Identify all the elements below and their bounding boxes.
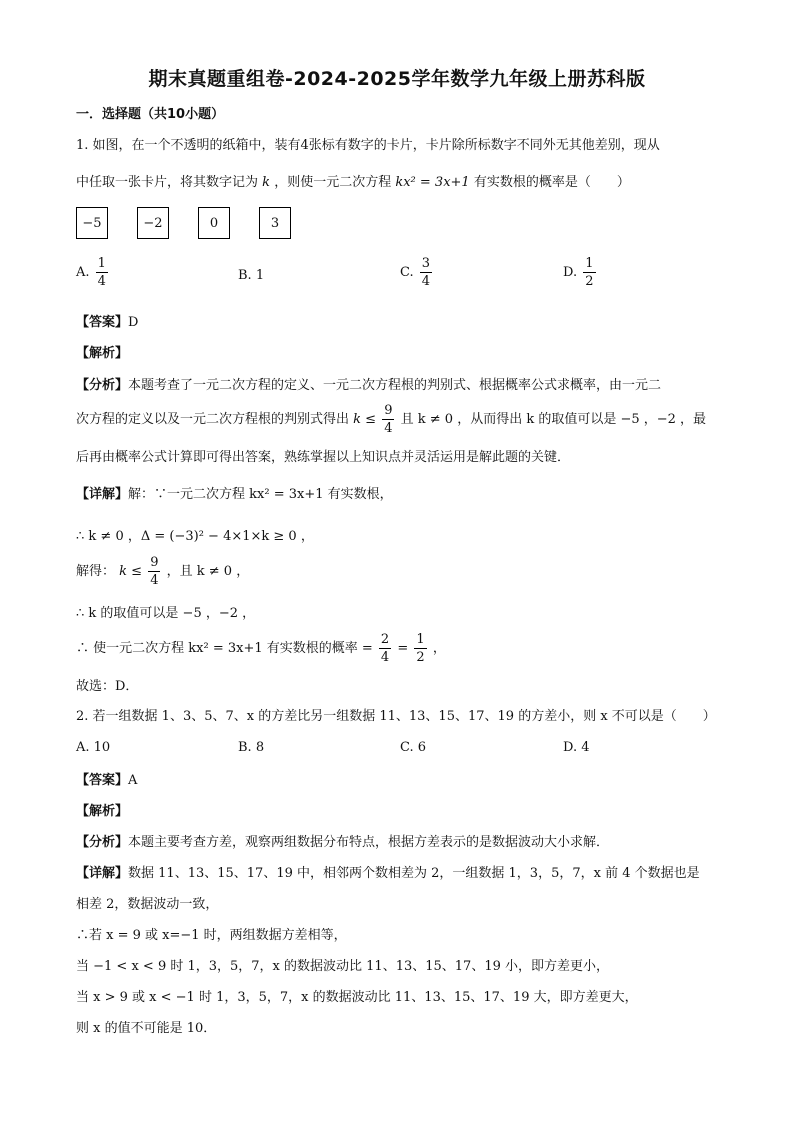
- q2-option-d: D. 4: [563, 740, 590, 755]
- q2-fenxi: [76, 834, 609, 852]
- fenxi-text: 本题主要考查方差，观察两组数据分布特点，根据方差表示的是数据波动大小求解．: [128, 835, 610, 850]
- xiangjie-text: 解：∵一元二次方程 kx² = 3x+1 有实数根，: [128, 487, 393, 502]
- xiangjie-text: ∴ 使一元二次方程 kx² = 3x+1 有实数根的概率 =: [76, 641, 373, 656]
- q1-option-d-label: D.: [563, 265, 578, 280]
- q1-xiangjie-line3: [76, 556, 249, 587]
- fraction-denominator: 2: [416, 650, 425, 665]
- answer-value: D: [128, 315, 139, 330]
- fenxi-text: 次方程的定义以及一元二次方程根的判别式得出: [76, 412, 350, 427]
- xiangjie-tag: 【详解】: [76, 866, 129, 881]
- q1-stem-line1: 1. 如图，在一个不透明的纸箱中，装有4张标有数字的卡片，卡片除所标数字不同外无其他差别，现从: [76, 138, 660, 153]
- card-4: 3: [259, 207, 291, 239]
- answer-tag: 【答案】: [76, 773, 129, 788]
- q2-stem: 2. 若一组数据 1、3、5、7、x 的方差比另一组数据 11、13、15、17、19 的方差小，则 x 不可以是（ ）: [76, 709, 716, 724]
- q1-fenxi-line1: [76, 377, 661, 395]
- q2-analysis-heading: 【解析】: [76, 804, 129, 819]
- q1-stem-line2: [76, 174, 630, 192]
- math-expression: k ≤: [119, 564, 143, 579]
- fraction: [148, 556, 160, 587]
- q1-stem-text-b: ，则使一元二次方程: [274, 175, 392, 190]
- q1-xiangjie-line4: ∴ k 的取值可以是 −5 ，−2 ，: [76, 606, 256, 621]
- xiangjie-text: 数据 11、13、15、17、19 中，相邻两个数相差为 2，一组数据 1，3，5，7，x 前 4 个数据也是: [128, 866, 700, 881]
- q1-xiangjie-line2: ∴ k ≠ 0 ，Δ = (−3)² − 4×1×k ≥ 0 ，: [76, 529, 314, 544]
- q1-option-a: [76, 257, 110, 288]
- q2-xiangjie-line3: ∴若 x = 9 或 x=−1 时，两组数据方差相等，: [76, 928, 347, 943]
- fraction-numerator: 2: [380, 632, 390, 647]
- xiangjie-text: 解得：: [76, 564, 116, 579]
- fraction-numerator: 1: [416, 632, 425, 647]
- q1-xiangjie-line1: [76, 486, 393, 504]
- xiangjie-tag: 【详解】: [76, 487, 129, 502]
- card-1: −5: [76, 207, 108, 239]
- q1-xiangjie-line5: [76, 633, 446, 664]
- card-3: 0: [198, 207, 230, 239]
- q2-xiangjie-line5: 当 x > 9 或 x < −1 时 1，3，5，7，x 的数据波动比 11、13、15、17、19 大，即方差更大，: [76, 990, 638, 1005]
- fraction-numerator: 9: [384, 403, 393, 418]
- q1-option-c-fraction: [420, 257, 432, 288]
- answer-value: A: [128, 773, 138, 788]
- q1-option-a-label: A.: [76, 265, 90, 280]
- q1-answer: [76, 314, 138, 332]
- q2-answer: [76, 772, 137, 790]
- fraction: [379, 633, 391, 664]
- fraction-numerator: 1: [585, 256, 594, 271]
- fraction-denominator: 4: [384, 421, 393, 436]
- q1-conclusion: 故选：D．: [76, 679, 139, 694]
- q1-stem-text-c: 有实数根的概率是（ ）: [473, 175, 630, 190]
- q2-xiangjie-line4: 当 −1 < x < 9 时 1，3，5，7，x 的数据波动比 11、13、15、17、19 小，即方差更小，: [76, 959, 610, 974]
- q2-option-b: B. 8: [238, 740, 265, 755]
- q2-xiangjie-line6: 则 x 的值不可能是 10．: [76, 1021, 217, 1036]
- q2-xiangjie-line2: 相差 2，数据波动一致，: [76, 897, 219, 912]
- equals-sign: =: [397, 641, 409, 656]
- xiangjie-text: ，且 k ≠ 0 ，: [166, 564, 250, 579]
- fraction: [382, 404, 394, 435]
- q1-option-c-label: C.: [400, 265, 414, 280]
- q1-option-d-fraction: [583, 257, 595, 288]
- fenxi-tag: 【分析】: [76, 378, 129, 393]
- math-expression: k ≤: [353, 412, 377, 427]
- q1-stem-var: k: [262, 175, 271, 190]
- q1-analysis-heading: 【解析】: [76, 346, 129, 361]
- fraction-denominator: 2: [585, 274, 594, 289]
- q2-xiangjie-line1: [76, 865, 700, 883]
- fraction-numerator: 9: [150, 555, 159, 570]
- q1-option-b: B. 1: [238, 268, 265, 283]
- fraction-denominator: 4: [380, 650, 390, 665]
- xiangjie-text: ，: [432, 641, 446, 656]
- fenxi-text: 且 k ≠ 0 ，从而得出 k 的取值可以是 −5 ，−2 ，最: [400, 412, 707, 427]
- q1-option-d: [563, 257, 598, 288]
- q1-fenxi-line2: [76, 404, 706, 435]
- q1-fenxi-line3: 后再由概率公式计算即可得出答案，熟练掌握以上知识点并灵活运用是解此题的关键．: [76, 450, 571, 465]
- q2-option-c: C. 6: [400, 740, 427, 755]
- q1-stem-text-a: 中任取一张卡片，将其数字记为: [76, 175, 259, 190]
- fraction-denominator: 4: [97, 274, 106, 289]
- fraction: [414, 633, 426, 664]
- card-2: −2: [137, 207, 169, 239]
- fraction-numerator: 3: [421, 256, 431, 271]
- fenxi-tag: 【分析】: [76, 835, 129, 850]
- q2-option-a: A. 10: [76, 740, 111, 755]
- q1-option-a-fraction: [96, 257, 108, 288]
- fraction-denominator: 4: [150, 573, 159, 588]
- fraction-numerator: 1: [97, 256, 106, 271]
- answer-tag: 【答案】: [76, 315, 129, 330]
- section-heading: 一．选择题（共10小题）: [76, 107, 225, 122]
- page-title: 期末真题重组卷-2024-2025学年数学九年级上册苏科版: [148, 68, 646, 90]
- q1-option-c: [400, 257, 434, 288]
- fraction-denominator: 4: [421, 274, 431, 289]
- q1-stem-equation: kx² = 3x+1: [395, 175, 470, 190]
- fenxi-text: 本题考查了一元二次方程的定义、一元二次方程根的判别式、根据概率公式求概率，由一元二: [128, 378, 662, 393]
